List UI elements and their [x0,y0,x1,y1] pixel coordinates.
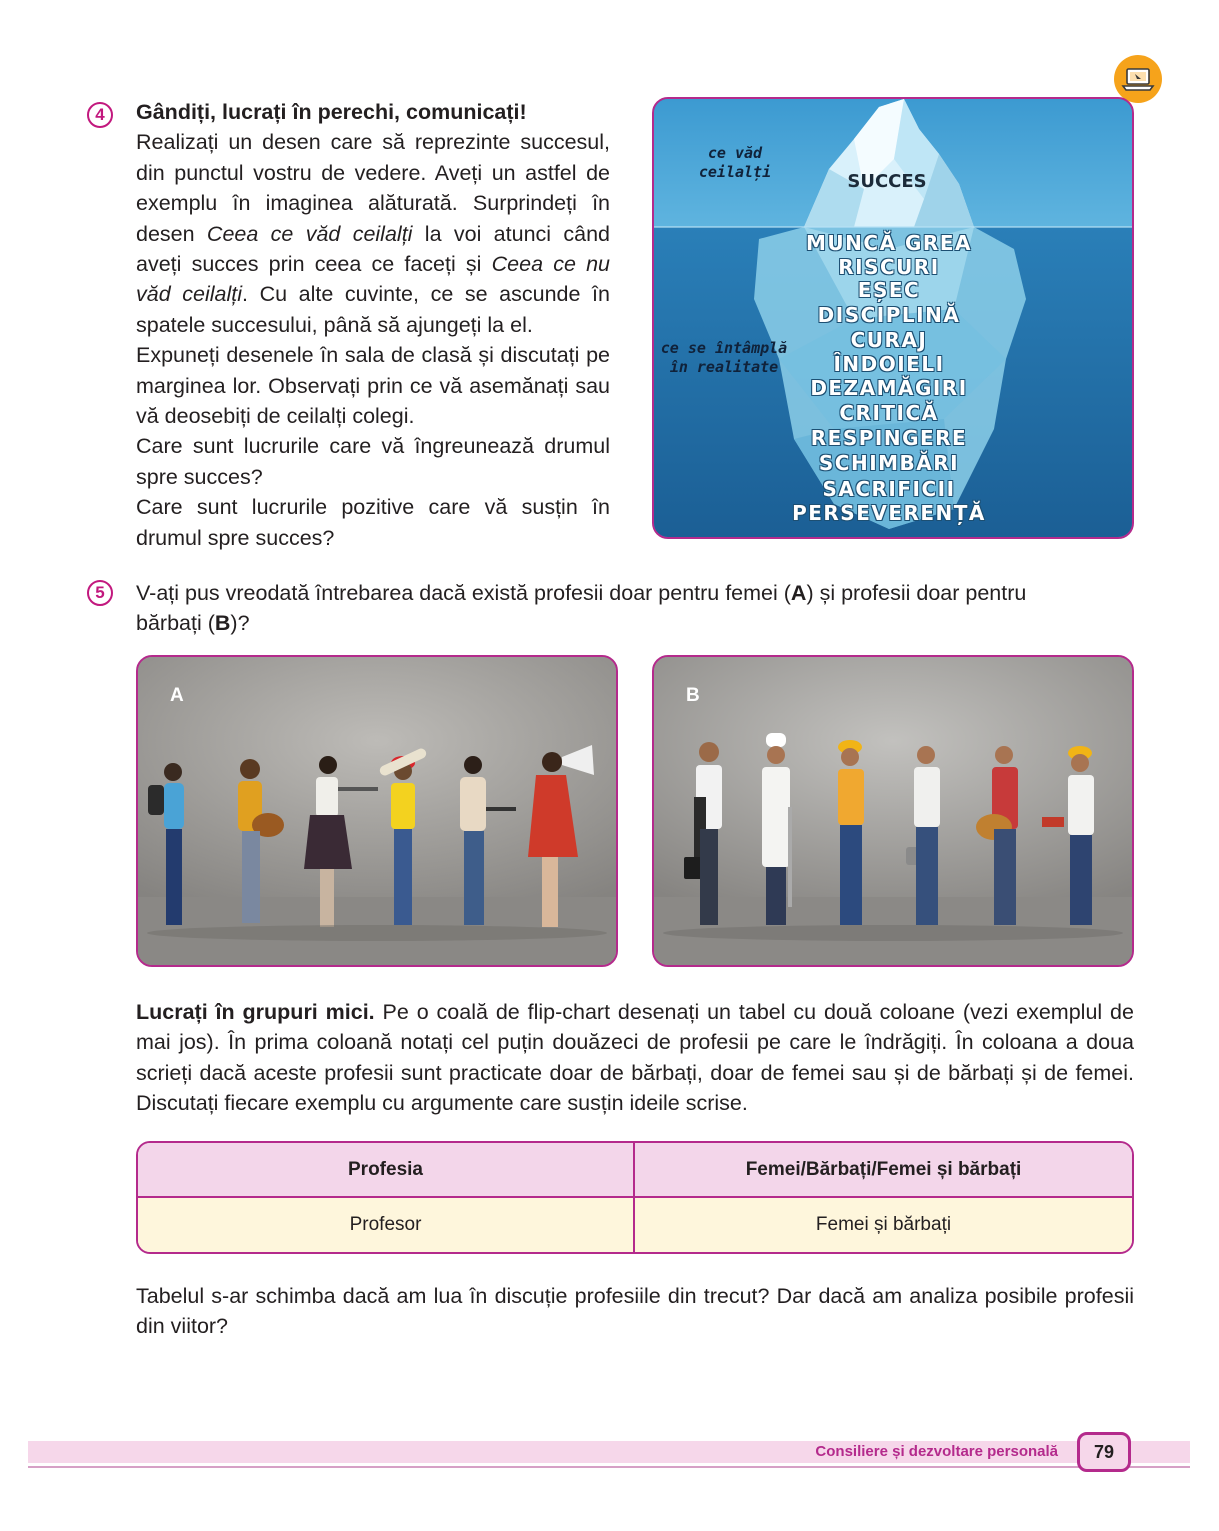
iceberg-word: DISCIPLINĂ [817,303,961,327]
table-header-cell: Femei/Bărbați/Femei și bărbați [635,1143,1132,1198]
photo-a [136,655,618,967]
iceberg-word: MUNCĂ GREA [806,231,972,255]
exercise-number-badge [87,580,113,606]
text-run: V-ați pus vreodată întrebarea dacă există profesii doar pentru femei ( [136,581,791,605]
page-number: 79 [1093,1441,1115,1462]
italic-run: Ceea ce văd ceilalți [206,221,413,246]
iceberg-word: RESPINGERE [810,426,968,450]
profession-table [138,1143,1132,1252]
exercise-paragraph: Expuneți desenele în sala de clasă și discutați pe marginea lor. Observați prin ce vă asemănați sau vă deosebiți de ceilalți colegi. [136,343,610,429]
text-run: la voi atunci când aveți succes prin ceea ce faceți și [136,221,611,277]
footer-title: Consiliere și dezvoltare personală [815,1443,1058,1460]
label-line: ce se întâmplă [660,339,788,357]
table-cell: Profesor [138,1198,635,1252]
text-run: . Cu alte cuvinte, ce se ascunde în spatele succesului, până să ajungeți la el. [136,282,610,337]
exercise-paragraph [136,127,610,340]
exercise-number: 4 [95,105,105,124]
exercise-5-question [136,578,1076,639]
text-run: Realizați un desen care să reprezinte succesul, din punctul vostru de vedere. Aveți un astfel de exemplu în imaginea alăturată. Surprindeți în desen [136,130,610,246]
iceberg-word: DEZAMĂGIRI [810,376,968,400]
exercise-paragraph: Care sunt lucrurile pozitive care vă susțin în drumul spre succes? [136,495,610,550]
iceberg-word: ÎNDOIELI [833,352,945,376]
groupwork-lead: Lucrați în grupuri mici. [136,1000,375,1024]
iceberg-word: RISCURI [838,255,940,279]
iceberg-top-word: SUCCES [847,171,927,192]
photo-label: B [686,685,700,706]
text-run: ) și profesii doar pentru bărbați ( [136,581,1027,636]
iceberg-word: CRITICĂ [839,401,939,425]
italic-run: Ceea ce nu văd ceilalți [136,252,610,307]
photo-label: A [170,685,184,706]
photo-b [652,655,1134,967]
exercise-paragraph: Care sunt lucrurile care vă îngreunează drumul spre succes? [136,434,610,489]
table-header-row [138,1143,1132,1198]
groupwork-paragraph [136,997,1134,1119]
iceberg-illustration [652,97,1134,539]
label-line: în realitate [669,358,779,376]
exercise-number: 5 [95,583,105,602]
exercise-number-badge [87,102,113,128]
iceberg-label-top: ce văd ceilalți [698,144,772,181]
iceberg-word: SACRIFICII [822,477,956,501]
groupwork-text: Pe o coală de flip-chart desenați un tabel cu două coloane (vezi exemplul de mai jos). În prima coloană notați cel puțin douăzeci de profesii pe care le îndrăgiți. În coloana a doua scrieți dacă aceste profesii sunt practicate doar de bărbați, doar de femei sau și de bărbați și de femei. Discutați fiecare exemplu cu argumente care susțin ideile scrise. [136,1000,1134,1116]
text-run: )? [230,611,250,636]
iceberg-word: SCHIMBĂRI [818,451,960,475]
iceberg-word: EȘEC [857,278,921,302]
example-table [136,1141,1134,1254]
photo-b-scene [654,657,1132,965]
laptop-icon [1114,55,1162,103]
bold-run: A [790,581,807,605]
bold-run: B [214,611,231,636]
iceberg-word-list [744,229,1034,529]
exercise-4-text [136,97,610,553]
table-row [138,1198,1132,1252]
page-number-box [1077,1432,1131,1472]
iceberg-word: PERSEVERENȚĂ [792,501,986,525]
photo-a-scene [138,657,616,965]
table-cell: Femei și bărbați [815,1214,952,1235]
closing-question: Tabelul s-ar schimba dacă am lua în discuție profesiile din trecut? Dar dacă am analiza posibile profesii din viitor? [136,1284,1134,1339]
iceberg-word: CURAJ [850,328,928,352]
table-header-cell: Profesia [138,1143,635,1198]
exercise-heading: Gândiți, lucrați în perechi, comunicați! [136,100,527,124]
footer-divider [28,1466,1190,1468]
